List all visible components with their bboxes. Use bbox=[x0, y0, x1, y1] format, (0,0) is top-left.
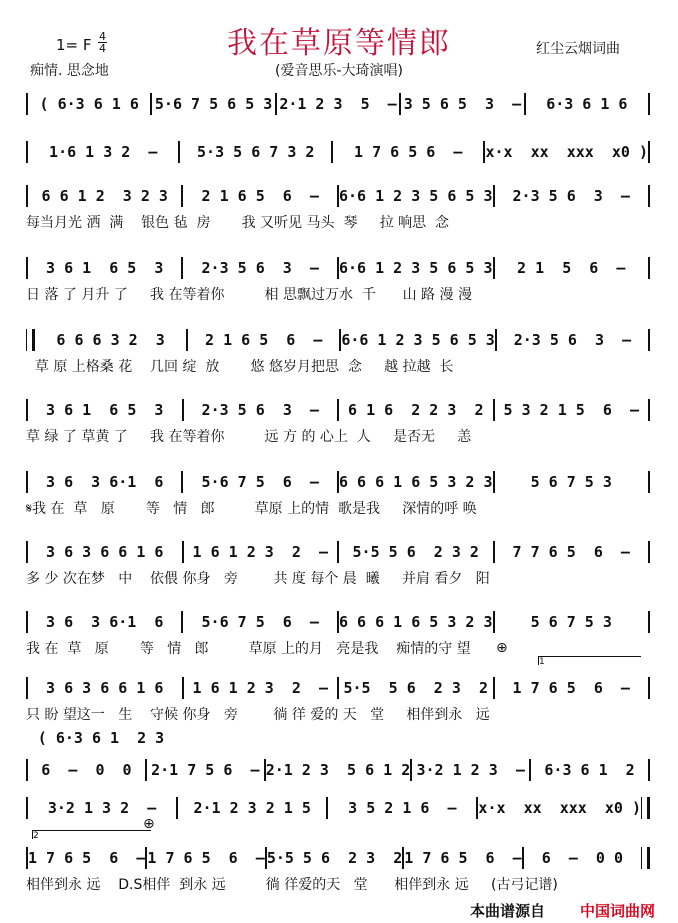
time-signature bbox=[98, 31, 107, 54]
score-row bbox=[26, 470, 650, 522]
measure: 3 6 3 6·1 6 bbox=[46, 473, 164, 491]
measure: 1 6 1 2 3 2 – bbox=[192, 679, 328, 697]
coda-sign: ⊕ bbox=[496, 640, 508, 656]
notes-line bbox=[26, 92, 650, 116]
measure: 6 6 6 1 6 5 3 2 3 bbox=[338, 613, 493, 631]
barline bbox=[648, 93, 650, 115]
measure: 5·5 5 6 2 3 2 bbox=[343, 679, 488, 697]
measure: 5 6 7 5 3 bbox=[530, 613, 612, 631]
notes-line bbox=[26, 540, 650, 564]
lyrics-line: 只 盼 望这一 生 守候 你身 旁 徜 徉 爱的 天 堂 相伴到永 远 bbox=[26, 707, 490, 723]
measure: 1 6 1 2 3 2 – bbox=[192, 543, 328, 561]
measure: 3·2 1 2 3 – bbox=[416, 761, 525, 779]
time-signature-bottom: 4 bbox=[99, 42, 106, 55]
notes-line bbox=[26, 470, 650, 494]
measure: 5·6 7 5 6 – bbox=[201, 613, 319, 631]
measure: 2·1 2 3 5 – bbox=[279, 95, 397, 113]
footer-source-label: 本曲谱源自 bbox=[470, 902, 546, 920]
measure: x·x xx xxx x0 ) bbox=[478, 799, 641, 817]
barline bbox=[648, 471, 650, 493]
measure: 3 6 3 6 6 1 6 bbox=[46, 543, 164, 561]
score-row bbox=[26, 796, 650, 848]
barline bbox=[648, 541, 650, 563]
notes-line bbox=[26, 398, 650, 422]
measure: 2·3 5 6 3 – bbox=[201, 401, 319, 419]
notes-line bbox=[26, 256, 650, 280]
measure: 3 6 1 6 5 3 bbox=[46, 259, 164, 277]
measure: 2 1 6 5 6 – bbox=[201, 187, 319, 205]
measure: 5·5 5 6 2 3 2 bbox=[352, 543, 479, 561]
score-row bbox=[26, 540, 650, 592]
measure: 1 7 6 5 6 – bbox=[28, 849, 146, 867]
measure: 2·3 5 6 3 – bbox=[513, 331, 632, 349]
score-row bbox=[26, 184, 650, 236]
measure: x·x xx xxx x0 ) bbox=[485, 143, 649, 161]
barline bbox=[648, 611, 650, 633]
measure: 6 – 0 0 bbox=[41, 761, 132, 779]
measure: 1 7 6 5 6 – bbox=[147, 849, 265, 867]
measure: 6·3 6 1 2 bbox=[544, 761, 635, 779]
notes-line bbox=[26, 796, 650, 820]
measure: 2·1 2 3 5 6 1 2 bbox=[265, 761, 411, 779]
measure: 5·5 5 6 2 3 2 bbox=[266, 849, 403, 867]
performer-credit: (爱音思乐-大琦演唱) bbox=[275, 63, 403, 79]
lyrics-line: 草 原 上格桑 花 几回 绽 放 悠 悠岁月把思 念 越 拉越 长 bbox=[26, 359, 454, 375]
measure: 6 6 1 2 3 2 3 bbox=[41, 187, 168, 205]
barline bbox=[648, 677, 650, 699]
barline bbox=[648, 399, 650, 421]
measure: 5·6 7 5 6 – bbox=[201, 473, 319, 491]
volta-2: 2 bbox=[32, 830, 151, 839]
measure: 7 7 6 5 6 – bbox=[512, 543, 630, 561]
composer-credit: 红尘云烟词曲 bbox=[536, 41, 620, 57]
score-row bbox=[26, 676, 650, 728]
measure: 6 6 6 3 2 3 bbox=[56, 331, 165, 349]
measure: 6·6 1 2 3 5 6 5 3 bbox=[341, 331, 495, 349]
measure: 1 7 6 5 6 – bbox=[512, 679, 630, 697]
notes-line bbox=[26, 758, 650, 782]
measure: 6·3 6 1 6 bbox=[546, 95, 628, 113]
barline bbox=[26, 329, 35, 351]
footer-site-name[interactable]: 中国词曲网 bbox=[580, 902, 656, 920]
measure: 3·2 1 3 2 – bbox=[47, 799, 157, 817]
measure: 3 5 2 1 6 – bbox=[348, 799, 457, 817]
score-row bbox=[26, 92, 650, 144]
lyrics-line: 𝄋我 在 草 原 等 情 郎 草原 上的情 歌是我 深情的呼 唤 bbox=[26, 501, 477, 517]
notes-line bbox=[26, 610, 650, 634]
measure: 2 1 5 6 – bbox=[517, 259, 626, 277]
measure: 3 6 3 6 6 1 6 bbox=[46, 679, 164, 697]
lyrics-line: 相伴到永 远 D.S相伴 到永 远 徜 徉爱的天 堂 相伴到永 远 (古弓记谱) bbox=[26, 877, 558, 893]
coda-sign-2: ⊕ bbox=[143, 816, 155, 832]
measure: 2·3 5 6 3 – bbox=[201, 259, 319, 277]
measure: 6·6 1 2 3 5 6 5 3 bbox=[338, 259, 493, 277]
measure: 2·1 7 5 6 – bbox=[151, 761, 260, 779]
measure: 6 6 6 1 6 5 3 2 3 bbox=[338, 473, 493, 491]
notes-line bbox=[26, 846, 650, 870]
score-row bbox=[26, 610, 650, 662]
measure: 3 6 3 6·1 6 bbox=[46, 613, 164, 631]
measure: 2·1 2 3 2 1 5 bbox=[193, 799, 311, 817]
barline bbox=[648, 185, 650, 207]
lyrics-line bbox=[26, 120, 650, 140]
measure: 6 1 6 2 2 3 2 bbox=[348, 401, 484, 419]
barline bbox=[648, 257, 650, 279]
time-signature-top: 4 bbox=[99, 30, 106, 43]
notes-line bbox=[26, 184, 650, 208]
barline bbox=[648, 141, 650, 163]
measure: ( 6·3 6 1 2 3 bbox=[37, 729, 165, 747]
measure: 3 5 6 5 3 – bbox=[403, 95, 522, 113]
notes-line bbox=[26, 726, 176, 750]
measure: 1 7 6 5 6 – bbox=[354, 143, 463, 161]
barline bbox=[641, 797, 650, 819]
lyrics-line: 日 落 了 月升 了 我 在等着你 相 思飘过万水 千 山 路 漫 漫 bbox=[26, 287, 472, 303]
key-signature: 1= F bbox=[56, 36, 92, 54]
score-row bbox=[26, 328, 650, 380]
notes-line bbox=[26, 328, 650, 352]
measure: 5 6 7 5 3 bbox=[530, 473, 612, 491]
measure: 5·6 7 5 6 5 3 bbox=[154, 95, 273, 113]
score-row bbox=[26, 846, 650, 898]
barline bbox=[648, 329, 650, 351]
measure: 3 6 1 6 5 3 bbox=[46, 401, 164, 419]
barline bbox=[648, 759, 650, 781]
volta-1: 1 bbox=[538, 656, 641, 665]
score-row bbox=[26, 256, 650, 308]
barline bbox=[641, 847, 650, 869]
measure: 5 3 2 1 5 6 – bbox=[503, 401, 639, 419]
score-row bbox=[26, 398, 650, 450]
lyrics-line: 我 在 草 原 等 情 郎 草原 上的月 亮是我 痴情的守 望 bbox=[26, 641, 471, 657]
lyrics-line: 每当月光 洒 满 银色 毡 房 我 又听见 马头 琴 拉 响思 念 bbox=[26, 215, 450, 231]
measure: 2 1 6 5 6 – bbox=[205, 331, 323, 349]
measure: 1 7 6 5 6 – bbox=[404, 849, 522, 867]
lyrics-line: 多 少 次在梦 中 依偎 你身 旁 共 度 每个 晨 曦 并肩 看夕 阳 bbox=[26, 571, 490, 587]
expression-mark: 痴情. 思念地 bbox=[30, 63, 109, 79]
measure: 5·3 5 6 7 3 2 bbox=[197, 143, 315, 161]
measure: ( 6·3 6 1 6 bbox=[39, 95, 139, 113]
measure: 2·3 5 6 3 – bbox=[512, 187, 630, 205]
notes-line bbox=[26, 676, 650, 700]
measure: 1·6 1 3 2 – bbox=[49, 143, 158, 161]
measure: 6·6 1 2 3 5 6 5 3 bbox=[338, 187, 493, 205]
lyrics-line: 草 绿 了 草黄 了 我 在等着你 远 方 的 心上 人 是否无 恙 bbox=[26, 429, 472, 445]
song-title: 我在草原等情郎 bbox=[227, 26, 451, 61]
measure: 6 – 0 0 bbox=[541, 849, 623, 867]
notes-line bbox=[26, 140, 650, 164]
